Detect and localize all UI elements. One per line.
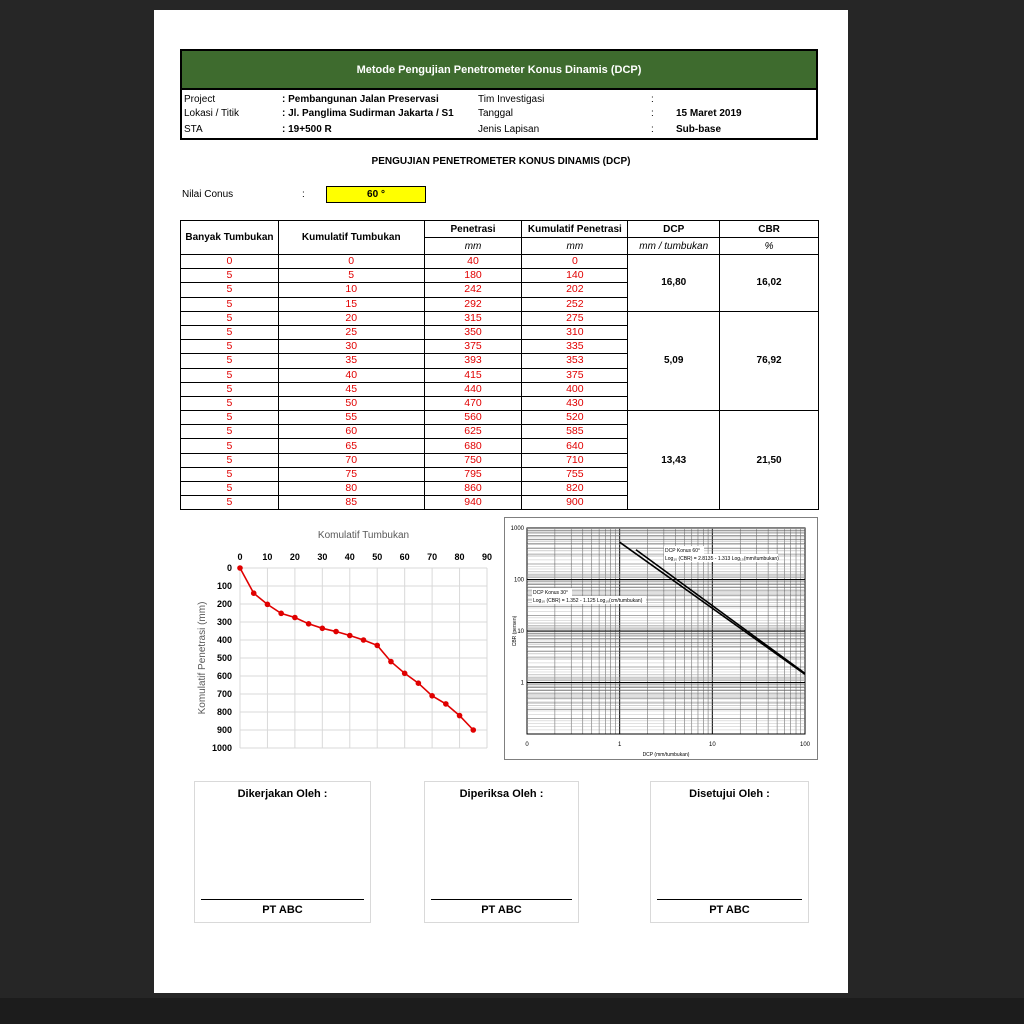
project-info-box (180, 90, 818, 140)
section-title: PENGUJIAN PENETROMETER KONUS DINAMIS (DCP) (371, 156, 631, 167)
x-tick-label: 0 (237, 552, 243, 562)
y-tick-label: 0 (226, 563, 232, 573)
x-axis-label: DCP (mm/tumbukan) (642, 752, 690, 758)
data-point (402, 671, 408, 677)
cell-kum-penetrasi: 430 (522, 396, 628, 410)
y-tick-label: 600 (216, 671, 232, 681)
penetration-chart-svg (180, 520, 505, 770)
annotation-text: Log₁₀ (CBR) = 2.8135 - 1.313 Log₁₀(mm/tumbukan) (665, 556, 779, 562)
cell-penetrasi: 292 (424, 297, 522, 311)
nilai-conus-colon: : (302, 189, 305, 200)
result-cbr: 16,02 (720, 255, 819, 312)
data-point (306, 621, 312, 627)
result-dcp: 13,43 (628, 411, 720, 510)
cell-kumulatif: 10 (278, 283, 424, 297)
data-point (443, 701, 449, 707)
table-row (181, 255, 819, 269)
cell-kum-penetrasi: 900 (522, 496, 628, 510)
cell-penetrasi: 315 (424, 311, 522, 325)
header-kumulatif-tumbukan: Kumulatif Tumbukan (278, 221, 424, 255)
signature-line (201, 899, 364, 900)
y-tick-label: 300 (216, 617, 232, 627)
header-kumulatif-penetrasi: Kumulatif Penetrasi (522, 221, 628, 238)
signature-company: PT ABC (262, 904, 303, 916)
cell-kum-penetrasi: 353 (522, 354, 628, 368)
result-cbr: 21,50 (720, 411, 819, 510)
cell-banyak: 5 (181, 453, 279, 467)
cell-penetrasi: 470 (424, 396, 522, 410)
cell-banyak: 5 (181, 269, 279, 283)
signature-line (431, 899, 572, 900)
nilai-conus-label: Nilai Conus (182, 189, 234, 200)
cell-banyak: 5 (181, 382, 279, 396)
cell-kum-penetrasi: 520 (522, 411, 628, 425)
cell-banyak: 5 (181, 340, 279, 354)
cell-penetrasi: 40 (424, 255, 522, 269)
y-tick-label: 900 (216, 725, 232, 735)
cell-penetrasi: 242 (424, 283, 522, 297)
y-axis-label: CBR (persen) (512, 615, 518, 647)
signature-company: PT ABC (481, 904, 522, 916)
cell-banyak: 5 (181, 425, 279, 439)
project-label: Project (184, 94, 216, 105)
signature-title: Disetujui Oleh : (689, 788, 770, 800)
result-dcp: 5,09 (628, 311, 720, 410)
cell-penetrasi: 860 (424, 482, 522, 496)
x-tick-label: 20 (289, 552, 300, 562)
cell-kumulatif: 35 (278, 354, 424, 368)
cell-penetrasi: 180 (424, 269, 522, 283)
header-banyak-tumbukan: Banyak Tumbukan (181, 221, 279, 255)
cell-kum-penetrasi: 820 (522, 482, 628, 496)
x-tick-label: 10 (708, 742, 716, 748)
data-point (251, 590, 257, 596)
cell-kumulatif: 55 (278, 411, 424, 425)
y-tick-label: 200 (216, 599, 232, 609)
nomogram-line (636, 550, 805, 674)
annotation-text: DCP Konus 60° (665, 548, 700, 554)
tanggal-colon: : (651, 108, 654, 119)
cell-kum-penetrasi: 755 (522, 467, 628, 481)
sta-label: STA (184, 124, 203, 135)
cell-banyak: 5 (181, 439, 279, 453)
cell-penetrasi: 560 (424, 411, 522, 425)
x-tick-label: 50 (372, 552, 383, 562)
cell-penetrasi: 440 (424, 382, 522, 396)
cell-banyak: 5 (181, 311, 279, 325)
cell-penetrasi: 350 (424, 325, 522, 339)
series-line (240, 568, 473, 730)
dcp-cbr-nomogram-svg (505, 518, 817, 759)
y-tick-label: 700 (216, 689, 232, 699)
x-tick-label: 80 (454, 552, 465, 562)
cell-kumulatif: 50 (278, 396, 424, 410)
x-tick-label: 0 (525, 742, 529, 748)
cell-penetrasi: 795 (424, 467, 522, 481)
cell-penetrasi: 415 (424, 368, 522, 382)
cell-banyak: 5 (181, 496, 279, 510)
cell-kum-penetrasi: 202 (522, 283, 628, 297)
signature-company: PT ABC (709, 904, 750, 916)
cell-kum-penetrasi: 710 (522, 453, 628, 467)
cell-banyak: 5 (181, 467, 279, 481)
data-point (429, 693, 435, 699)
cell-kumulatif: 60 (278, 425, 424, 439)
bottom-bar (0, 998, 1024, 1024)
cell-kumulatif: 65 (278, 439, 424, 453)
data-point (333, 629, 339, 635)
data-point (265, 602, 271, 608)
unit-kumulatif-penetrasi: mm (522, 238, 628, 255)
cell-banyak: 5 (181, 368, 279, 382)
jenis-label: Jenis Lapisan (478, 124, 540, 135)
signature-box-dikerjakan (194, 781, 371, 923)
x-tick-label: 90 (481, 552, 493, 562)
cell-kumulatif: 0 (278, 255, 424, 269)
data-point (470, 727, 476, 733)
tanggal-value: 15 Maret 2019 (676, 108, 742, 119)
cell-kum-penetrasi: 252 (522, 297, 628, 311)
x-tick-label: 60 (399, 552, 410, 562)
result-cbr: 76,92 (720, 311, 819, 410)
y-tick-label: 1000 (211, 743, 232, 753)
signature-title: Diperiksa Oleh : (459, 788, 544, 800)
y-tick-label: 100 (513, 577, 524, 584)
data-point (278, 611, 284, 617)
cell-penetrasi: 393 (424, 354, 522, 368)
header-penetrasi: Penetrasi (424, 221, 522, 238)
data-point (457, 713, 463, 719)
cell-kum-penetrasi: 140 (522, 269, 628, 283)
cell-banyak: 0 (181, 255, 279, 269)
cell-kum-penetrasi: 375 (522, 368, 628, 382)
cell-banyak: 5 (181, 411, 279, 425)
dcp-cbr-nomogram (504, 517, 818, 760)
x-tick-label: 1 (617, 742, 622, 748)
y-axis-label: Komulatif Penetrasi (mm) (197, 601, 208, 715)
cell-kumulatif: 85 (278, 496, 424, 510)
cell-banyak: 5 (181, 297, 279, 311)
data-point (292, 615, 298, 621)
y-tick-label: 100 (216, 581, 232, 591)
x-tick-label: 10 (262, 552, 273, 562)
cell-banyak: 5 (181, 396, 279, 410)
cell-kumulatif: 15 (278, 297, 424, 311)
cell-kumulatif: 20 (278, 311, 424, 325)
cell-kumulatif: 75 (278, 467, 424, 481)
dcp-data-table (180, 220, 819, 510)
cell-banyak: 5 (181, 482, 279, 496)
annotation-text: Log₁₀ (CBR) = 1.352 - 1.125 Log₁₀(cm/tumbukan) (533, 598, 643, 604)
signature-line (657, 899, 802, 900)
data-point (374, 643, 380, 649)
cell-banyak: 5 (181, 354, 279, 368)
cell-banyak: 5 (181, 325, 279, 339)
unit-penetrasi: mm (424, 238, 522, 255)
x-tick-label: 40 (344, 552, 355, 562)
tim-colon: : (651, 94, 654, 105)
sta-value: : 19+500 R (282, 124, 332, 135)
signature-title: Dikerjakan Oleh : (237, 788, 328, 800)
cell-penetrasi: 750 (424, 453, 522, 467)
cell-kumulatif: 5 (278, 269, 424, 283)
x-tick-label: 30 (317, 552, 328, 562)
tanggal-label: Tanggal (478, 108, 514, 119)
y-tick-label: 1 (520, 680, 524, 687)
data-point (361, 637, 367, 643)
cell-kumulatif: 25 (278, 325, 424, 339)
report-title (180, 49, 818, 90)
annotation-text: DCP Konus 30° (533, 590, 568, 596)
header-dcp: DCP (628, 221, 720, 238)
signature-box-diperiksa (424, 781, 579, 923)
cell-penetrasi: 680 (424, 439, 522, 453)
data-point (320, 626, 326, 632)
y-tick-label: 400 (216, 635, 232, 645)
cell-penetrasi: 375 (424, 340, 522, 354)
cell-penetrasi: 625 (424, 425, 522, 439)
report-page (154, 10, 848, 993)
table-row (181, 411, 819, 425)
result-dcp: 16,80 (628, 255, 720, 312)
cell-kum-penetrasi: 640 (522, 439, 628, 453)
cell-kum-penetrasi: 400 (522, 382, 628, 396)
penetration-chart (180, 520, 505, 770)
cell-kum-penetrasi: 310 (522, 325, 628, 339)
cell-kumulatif: 40 (278, 368, 424, 382)
cell-kum-penetrasi: 275 (522, 311, 628, 325)
tim-label: Tim Investigasi (478, 94, 545, 105)
cell-banyak: 5 (181, 283, 279, 297)
data-point (388, 659, 394, 665)
data-point (416, 680, 422, 686)
project-value: : Pembangunan Jalan Preservasi (282, 94, 439, 105)
chart-title: Komulatif Tumbukan (317, 530, 410, 541)
header-cbr: CBR (720, 221, 819, 238)
x-tick-label: 100 (799, 742, 811, 748)
data-point (237, 565, 243, 571)
cell-kum-penetrasi: 0 (522, 255, 628, 269)
nilai-conus-value: 60 ° (326, 186, 426, 203)
cell-kumulatif: 45 (278, 382, 424, 396)
lokasi-label: Lokasi / Titik (184, 108, 240, 119)
cell-penetrasi: 940 (424, 496, 522, 510)
cell-kum-penetrasi: 585 (522, 425, 628, 439)
cell-kumulatif: 80 (278, 482, 424, 496)
unit-cbr: % (720, 238, 819, 255)
unit-dcp: mm / tumbukan (628, 238, 720, 255)
y-tick-label: 500 (216, 653, 232, 663)
signature-box-disetujui (650, 781, 809, 923)
cell-kum-penetrasi: 335 (522, 340, 628, 354)
table-row (181, 311, 819, 325)
jenis-value: Sub-base (676, 124, 722, 135)
report-title-text: Metode Pengujian Penetrometer Konus Dinamis (DCP) (356, 63, 642, 76)
data-point (347, 633, 353, 639)
lokasi-value: : Jl. Panglima Sudirman Jakarta / S1 (282, 108, 454, 119)
cell-kumulatif: 70 (278, 453, 424, 467)
x-tick-label: 70 (427, 552, 438, 562)
y-tick-label: 10 (517, 629, 524, 635)
y-tick-label: 1000 (510, 526, 524, 532)
cell-kumulatif: 30 (278, 340, 424, 354)
jenis-colon: : (651, 124, 654, 135)
y-tick-label: 800 (216, 707, 232, 717)
